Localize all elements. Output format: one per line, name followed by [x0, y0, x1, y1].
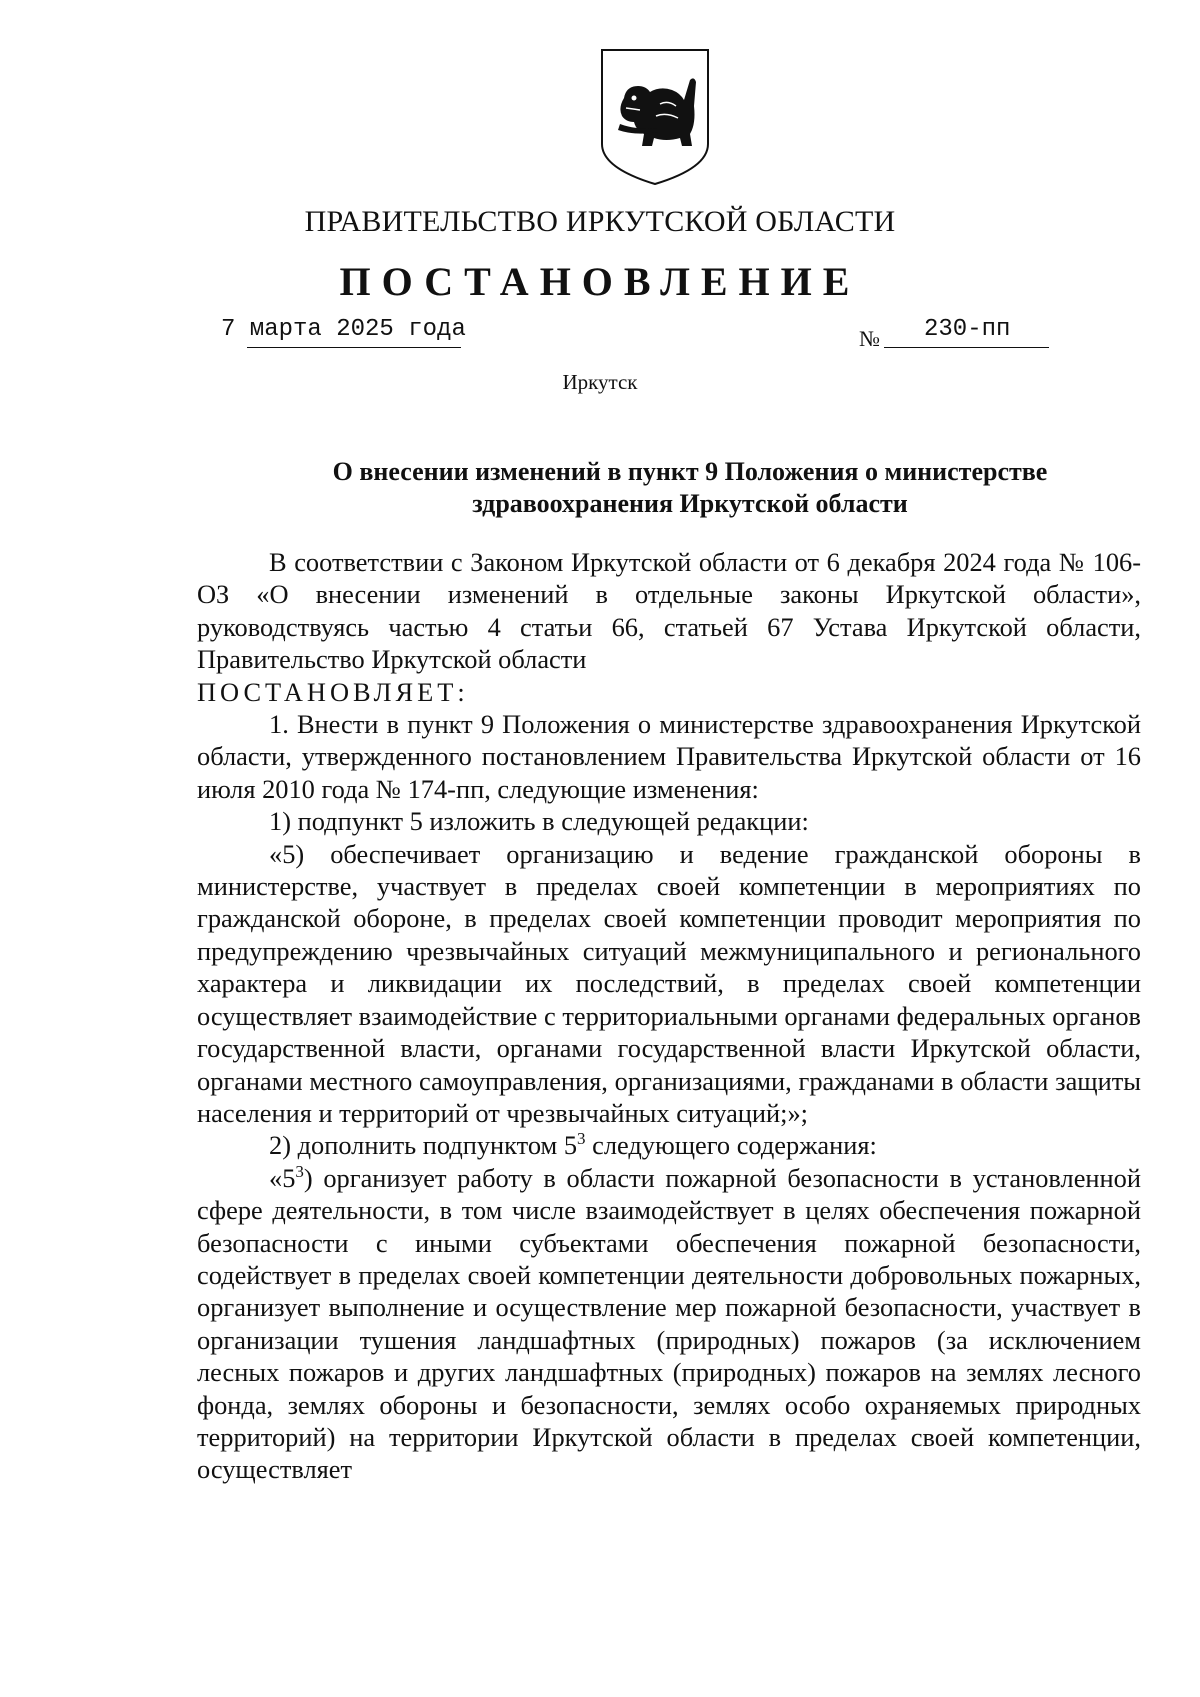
quote-subitem-5-paragraph: «5) обеспечивает организацию и ведение гражданской обороны в министерстве, участвует в пределах своей компетенции в мероприятиях по гражданской обороне, в пределах своей компетенции проводит мероприятия по предупреждению чрезвычайных ситуаций межмуниципального и регионального характера и ликвидации их последствий, в пределах своей компетенции осуществляет взаимодействие с территориальными органами федеральных органов государственной власти, органами государственной власти Иркутской области, органами местного самоуправления, организациями, гражданами в области защиты населения и территорий от чрезвычайных ситуаций;»; — [197, 838, 1141, 1128]
preamble-paragraph: В соответствии с Законом Иркутской области от 6 декабря 2024 года № 106-ОЗ «О внесении изменений в отдельные законы Иркутской области», руководствуясь частью 4 статьи 66, статьей 67 Устава Иркутской области, Правительство Иркутской области — [197, 547, 1141, 675]
number-underline — [884, 347, 1049, 348]
subitem-1-paragraph: 1) подпункт 5 изложить в следующей редакции: — [269, 806, 809, 837]
subitem-2-paragraph — [197, 1129, 1141, 1161]
decree-date: 7 марта 2025 года — [221, 316, 466, 343]
subitem-2-superscript: 3 — [577, 1129, 586, 1149]
resolves-heading: ПОСТАНОВЛЯЕТ: — [197, 676, 469, 707]
city-name: Иркутск — [562, 370, 638, 394]
subitem-2-prefix: 2) дополнить подпунктом 5 — [269, 1130, 578, 1161]
item-1-paragraph: 1. Внести в пункт 9 Положения о министерстве здравоохранения Иркутской области, утвержденного постановлением Правительства Иркутской области от 16 июля 2010 года № 174-пп, следующие изменения: — [197, 709, 1141, 804]
subitem-2-suffix: следующего содержания: — [585, 1130, 877, 1161]
quote-5-3-prefix: «5 — [269, 1162, 296, 1193]
date-underline — [247, 347, 461, 348]
title-line-1: О внесении изменений в пункт 9 Положения о министерстве — [332, 457, 1048, 486]
quote-subitem-5-3-paragraph — [197, 1162, 1141, 1486]
quote-5-3-superscript: 3 — [295, 1161, 304, 1181]
title-line-2: здравоохранения Иркутской области — [472, 489, 908, 518]
document-type: ПОСТАНОВЛЕНИЕ — [339, 259, 861, 304]
decree-number: 230-пп — [924, 316, 1011, 343]
document-body — [197, 546, 1141, 1486]
babr-icon — [596, 46, 714, 186]
number-label: № — [859, 326, 880, 351]
coat-of-arms-emblem — [596, 46, 714, 186]
government-name: ПРАВИТЕЛЬСТВО ИРКУТСКОЙ ОБЛАСТИ — [304, 205, 896, 238]
quote-5-3-text: ) организует работу в области пожарной безопасности в установленной сфере деятельности, в том числе взаимодействует в целях обеспечения пожарной безопасности с иными субъектами обеспечения пожарной безопасности, содействует в пределах своей компетенции деятельности добровольных пожарных, организует выполнение и осуществление мер пожарной безопасности, участвует в организации тушения ландшафтных (природных) пожаров (за исключением лесных пожаров и других ландшафтных (природных) пожаров на землях лесного фонда, землях обороны и безопасности, землях особо охраняемых природных территорий) на территории Иркутской области в пределах своей компетенции, осуществляет — [197, 1162, 1141, 1485]
document-title — [250, 456, 1130, 520]
